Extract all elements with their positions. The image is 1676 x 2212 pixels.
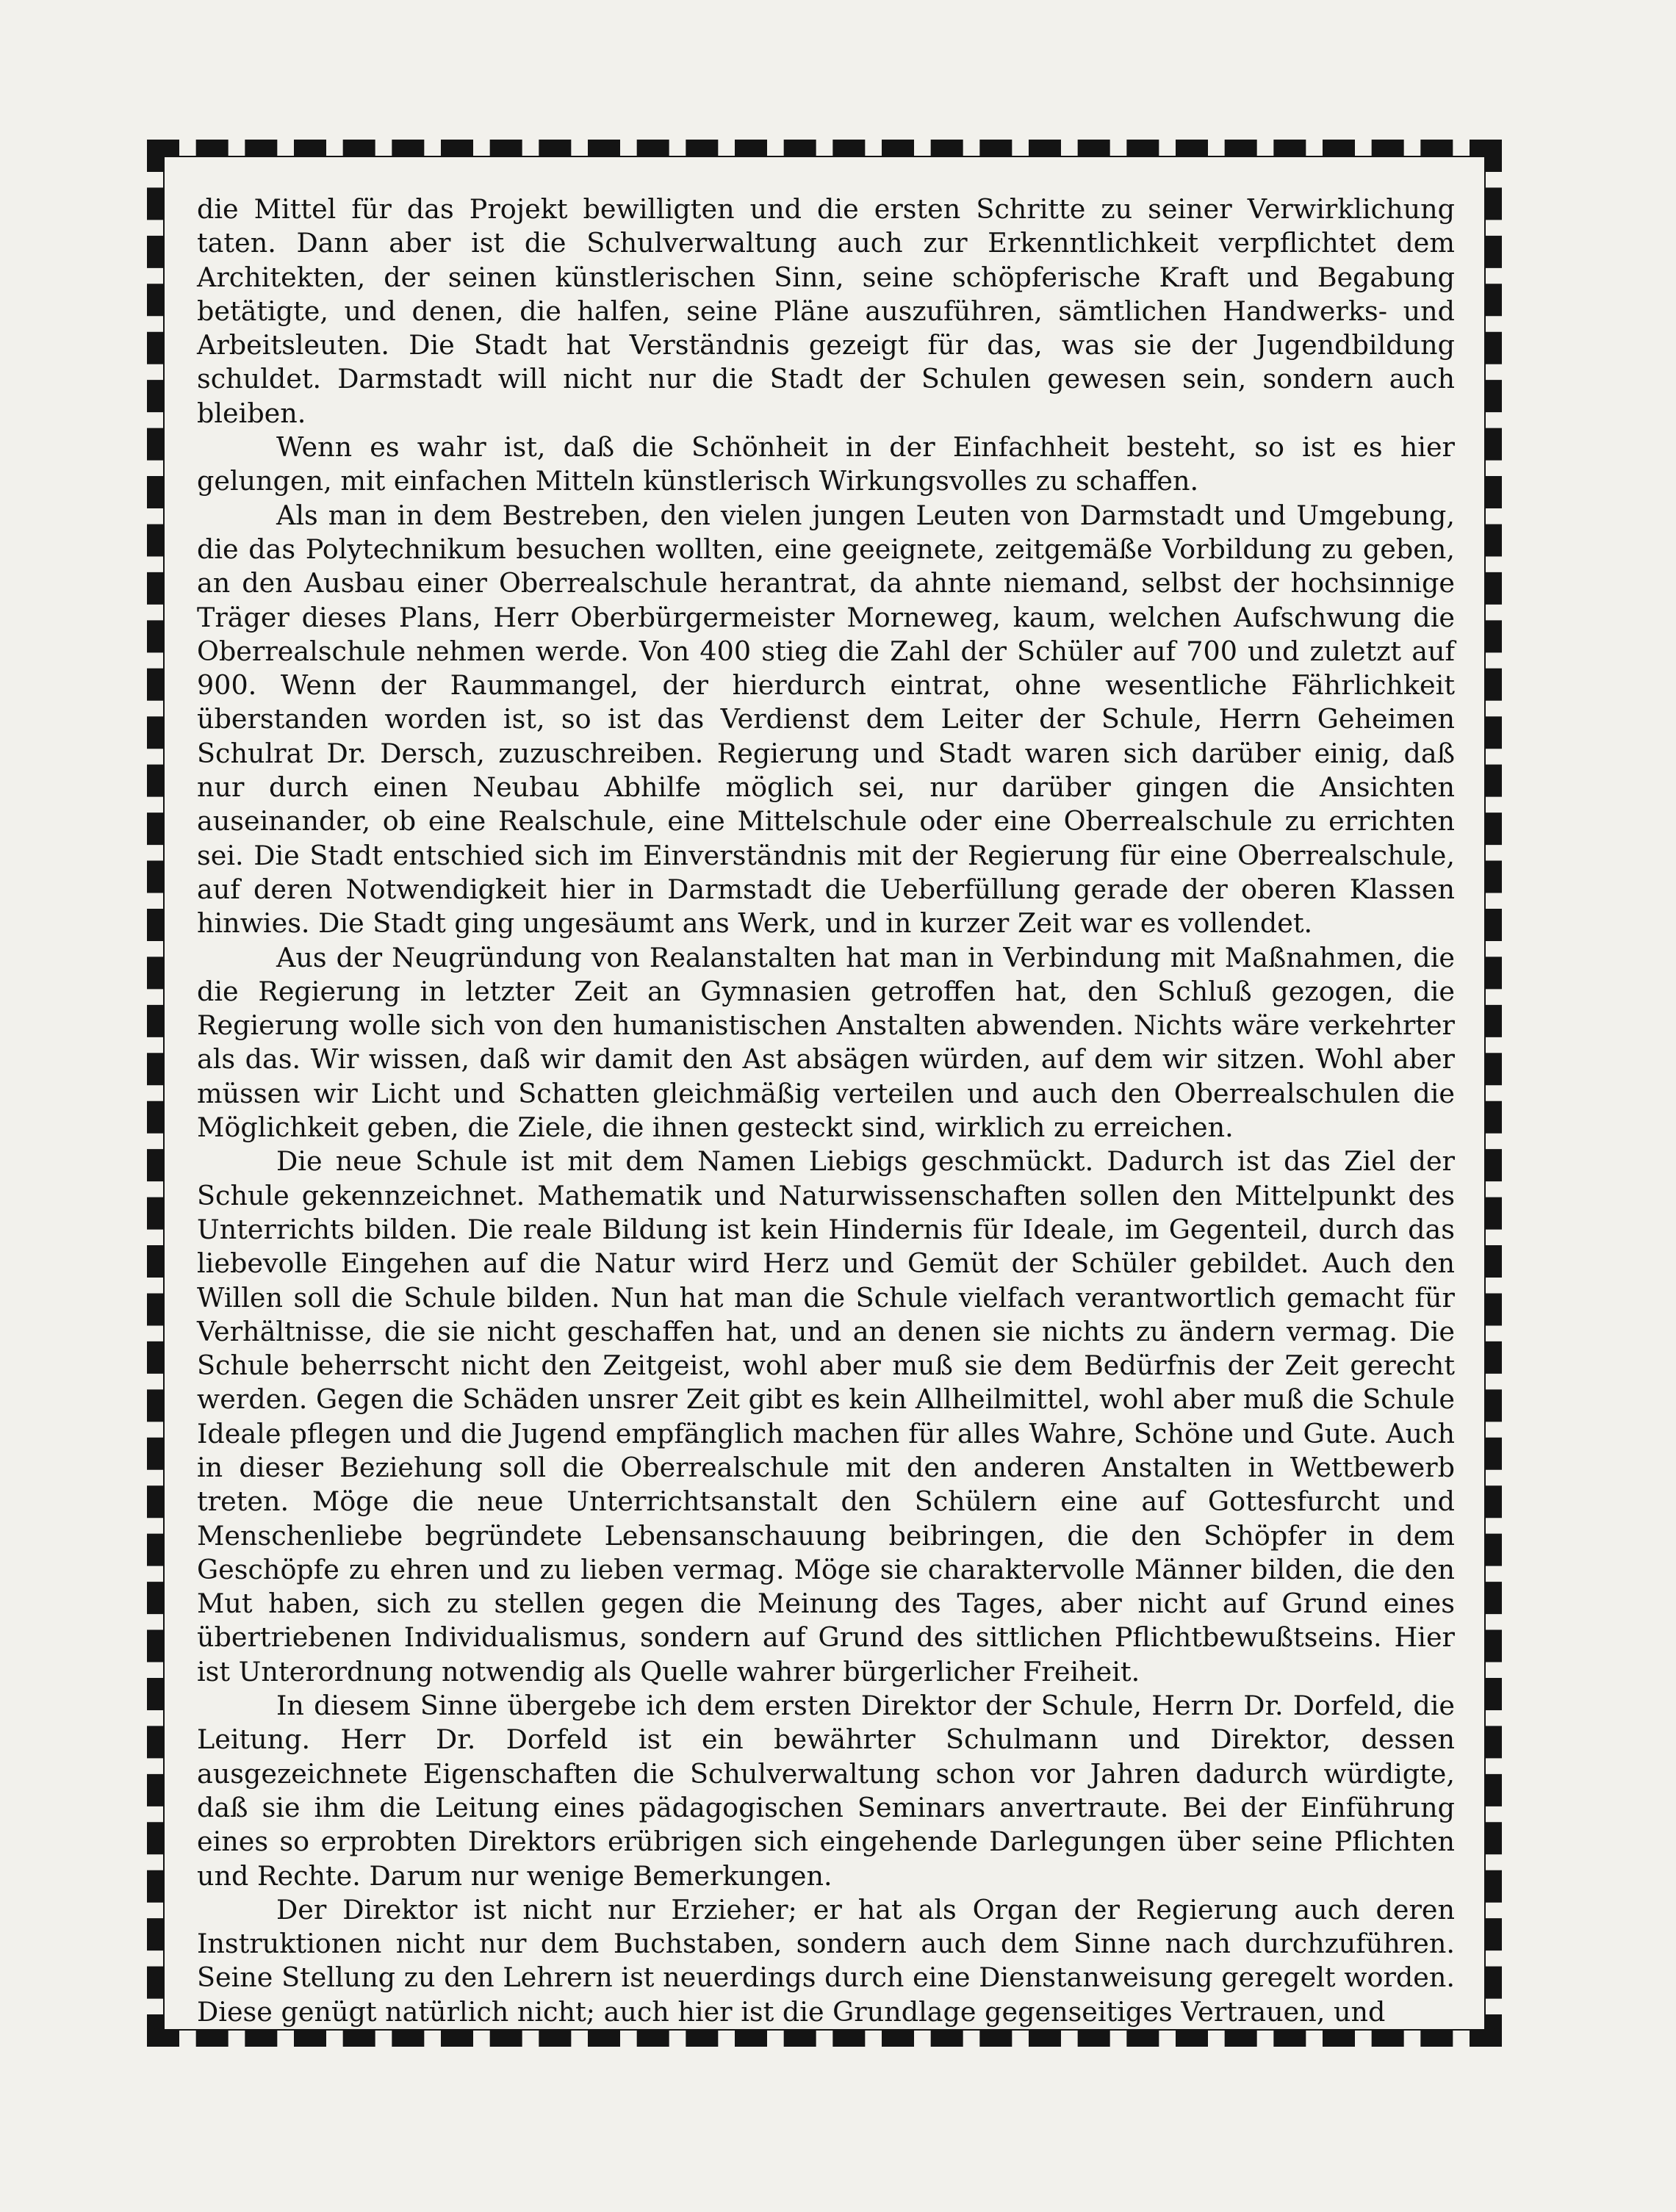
- paragraph: In diesem Sinne übergebe ich dem ersten Direktor der Schule, Herrn Dr. Dorfeld, die Leitung. Herr Dr. Dorfeld ist ein bewährter Schulmann und Direktor, dessen ausgezeichnete Eigenschaften die Schulverwaltung schon vor Jahren dadurch würdigte, daß sie ihm die Leitung eines pädagogischen Seminars anvertraute. Bei der Einführung eines so erprobten Direktors erübrigen sich eingehende Darlegungen über seine Pflichten und Rechte. Darum nur wenige Bemerkungen.: [197, 1690, 1455, 1892]
- paragraph: Als man in dem Bestreben, den vielen jungen Leuten von Darmstadt und Umgebung, die das Polytechnikum besuchen wollten, eine geeignete, zeitgemäße Vorbildung zu geben, an den Ausbau einer Oberrealschule herantrat, da ahnte niemand, selbst der hochsinnige Träger dieses Plans, Herr Oberbürgermeister Morneweg, kaum, welchen Aufschwung die Oberrealschule nehmen werde. Von 400 stieg die Zahl der Schüler auf 700 und zuletzt auf 900. Wenn der Raummangel, der hierdurch eintrat, ohne wesentliche Fährlichkeit überstanden worden ist, so ist das Verdienst dem Leiter der Schule, Herrn Geheimen Schulrat Dr. Dersch, zuzuschreiben. Regierung und Stadt waren sich darüber einig, daß nur durch einen Neubau Abhilfe möglich sei, nur darüber gingen die Ansichten auseinander, ob eine Realschule, eine Mittelschule oder eine Oberrealschule zu errichten sei. Die Stadt entschied sich im Einverständnis mit der Regierung für eine Oberrealschule, auf deren Notwendigkeit hier in Darmstadt die Ueberfüllung gerade der oberen Klassen hinwies. Die Stadt ging ungesäumt ans Werk, und in kurzer Zeit war es vollendet.: [197, 499, 1455, 940]
- paragraph: Wenn es wahr ist, daß die Schönheit in der Einfachheit besteht, so ist es hier gelungen, mit einfachen Mitteln künstlerisch Wirkungsvolles zu schaffen.: [197, 431, 1455, 497]
- paragraph: Der Direktor ist nicht nur Erzieher; er hat als Organ der Regierung auch deren Instruktionen nicht nur dem Buchstaben, sondern auch dem Sinne nach durchzuführen. Seine Stellung zu den Lehrern ist neuerdings durch eine Dienstanweisung geregelt worden. Diese genügt natürlich nicht; auch hier ist die Grundlage gegenseitiges Vertrauen, und: [197, 1893, 1455, 2028]
- body-text: [197, 192, 1455, 2029]
- paragraph: Die neue Schule ist mit dem Namen Liebigs geschmückt. Dadurch ist das Ziel der Schule gekennzeichnet. Mathematik und Naturwissenschaften sollen den Mittelpunkt des Unterrichts bilden. Die reale Bildung ist kein Hindernis für Ideale, im Gegenteil, durch das liebevolle Eingehen auf die Natur wird Herz und Gemüt der Schüler gebildet. Auch den Willen soll die Schule bilden. Nun hat man die Schule vielfach verantwortlich gemacht für Verhältnisse, die sie nicht geschaffen hat, und an denen sie nichts zu ändern vermag. Die Schule beherrscht nicht den Zeitgeist, wohl aber muß sie dem Bedürfnis der Zeit gerecht werden. Gegen die Schäden unsrer Zeit gibt es kein Allheilmittel, wohl aber muß die Schule Ideale pflegen und die Jugend empfänglich machen für alles Wahre, Schöne und Gute. Auch in dieser Beziehung soll die Oberrealschule mit den anderen Anstalten in Wettbewerb treten. Möge die neue Unterrichtsanstalt den Schülern eine auf Gottesfurcht und Menschenliebe begründete Lebensanschauung beibringen, die den Schöpfer in dem Geschöpfe zu ehren und zu lieben vermag. Möge sie charaktervolle Männer bilden, die den Mut haben, sich zu stellen gegen die Meinung des Tages, aber nicht auf Grund eines übertriebenen Individualismus, sondern auf Grund des sittlichen Pflichtbewußtseins. Hier ist Unterordnung notwendig als Quelle wahrer bürgerlicher Freiheit.: [197, 1145, 1455, 1687]
- paragraph: Aus der Neugründung von Realanstalten hat man in Verbindung mit Maßnahmen, die die Regierung in letzter Zeit an Gymnasien getroffen hat, den Schluß gezogen, die Regierung wolle sich von den humanistischen Anstalten abwenden. Nichts wäre verkehrter als das. Wir wissen, daß wir damit den Ast absägen würden, auf dem wir sitzen. Wohl aber müssen wir Licht und Schatten gleichmäßig verteilen und auch den Oberrealschulen die Möglichkeit geben, die Ziele, die ihnen gesteckt sind, wirklich zu erreichen.: [197, 941, 1455, 1144]
- paragraph: die Mittel für das Projekt bewilligten und die ersten Schritte zu seiner Verwirklichung taten. Dann aber ist die Schulverwaltung auch zur Erkenntlichkeit verpflichtet dem Architekten, der seinen künstlerischen Sinn, seine schöpferische Kraft und Begabung betätigte, und denen, die halfen, seine Pläne auszuführen, sämtlichen Handwerks- und Arbeitsleuten. Die Stadt hat Verständnis gezeigt für das, was sie der Jugendbildung schuldet. Darmstadt will nicht nur die Stadt der Schulen gewesen sein, sondern auch bleiben.: [197, 193, 1455, 429]
